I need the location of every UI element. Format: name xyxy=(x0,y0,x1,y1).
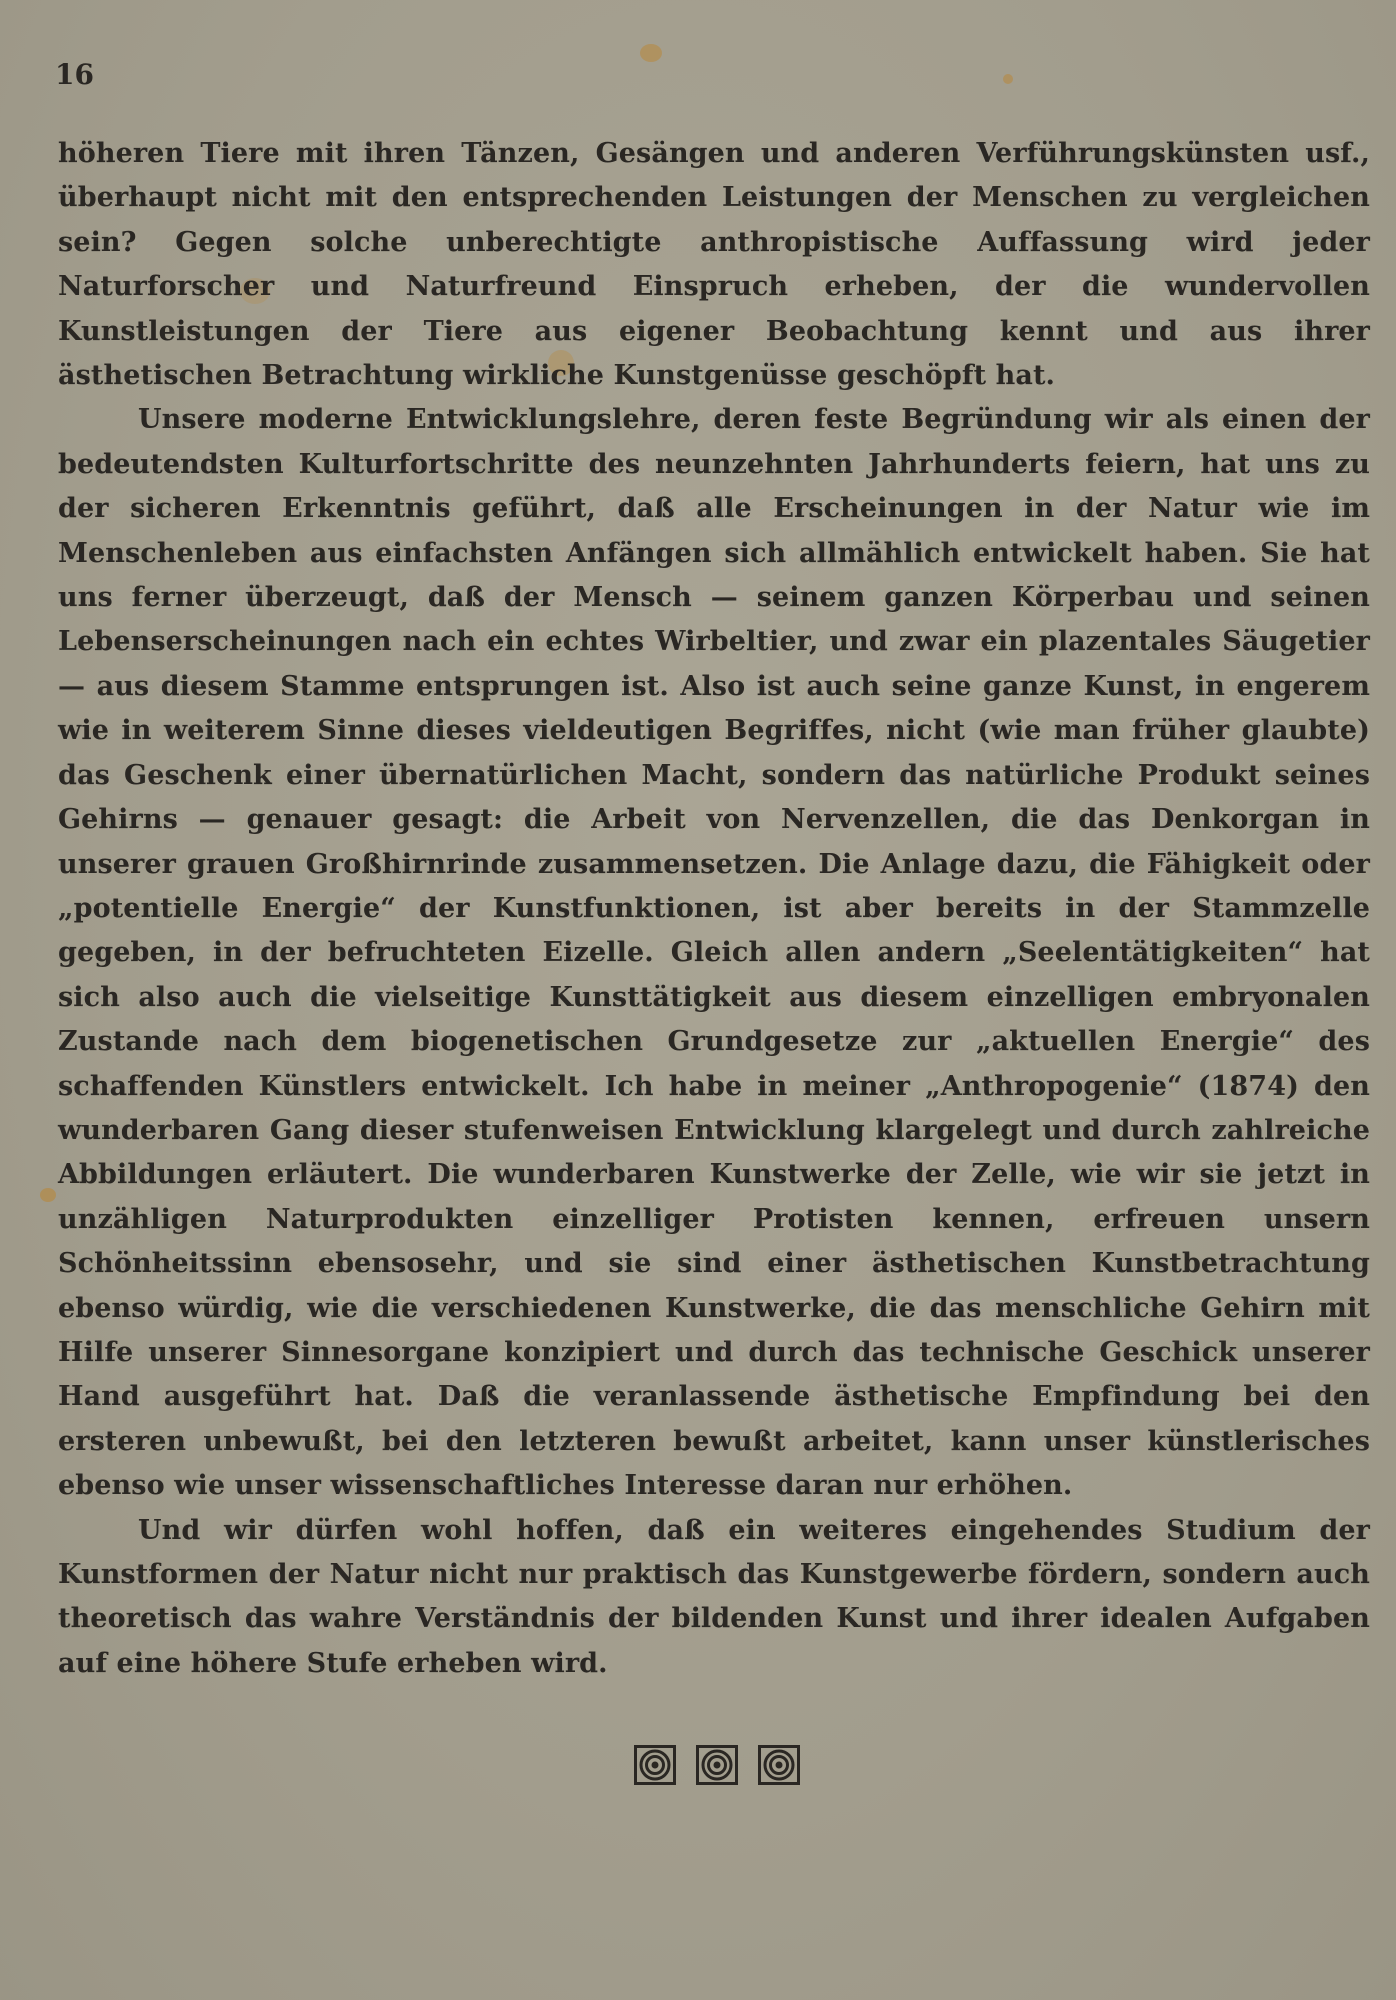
paragraph: höheren Tiere mit ihren Tänzen, Gesängen und anderen Verführungskünsten usf., überhaupt nicht mit den entsprechenden Leistungen der Menschen zu vergleichen sein? Gegen solche unberechtigte anthropistische Auffassung wird jeder Naturforscher und Naturfreund Einspruch erheben, der die wundervollen Kunstleistungen der Tiere aus eigener Beobachtung kennt und aus ihrer ästhetischen Betrachtung wirkliche Kunstgenüsse geschöpft hat. xyxy=(58,138,1370,392)
foxing-spot xyxy=(640,44,662,62)
foxing-spot xyxy=(40,1188,56,1202)
paragraph: Und wir dürfen wohl hoffen, daß ein weiteres eingehendes Studium der Kunstformen der Natur nicht nur praktisch das Kunstgewerbe fördern, sondern auch theoretisch das wahre Verständnis der bildenden Kunst und ihrer idealen Aufgaben auf eine höhere Stufe erheben wird. xyxy=(58,1514,1370,1679)
foxing-spot xyxy=(1003,74,1013,84)
spiral-square-icon xyxy=(758,1745,800,1785)
body-text xyxy=(58,132,1370,1686)
page-number: 16 xyxy=(55,58,94,91)
paragraph: Unsere moderne Entwicklungslehre, deren feste Begründung wir als einen der bedeutendsten Kulturfortschritte des neunzehnten Jahrhunderts feiern, hat uns zu der sicheren Erkenntnis geführt, daß alle Erscheinungen in der Natur wie im Menschenleben aus einfachsten Anfängen sich allmählich entwickelt haben. Sie hat uns ferner überzeugt, daß der Mensch — seinem ganzen Körperbau und seinen Lebenserscheinungen nach ein echtes Wirbeltier, und zwar ein plazentales Säugetier — aus diesem Stamme entsprungen ist. Also ist auch seine ganze Kunst, in engerem wie in weiterem Sinne dieses vieldeutigen Begriffes, nicht (wie man früher glaubte) das Geschenk einer übernatürlichen Macht, sondern das natürliche Produkt seines Gehirns — genauer gesagt: die Arbeit von Nervenzellen, die das Denkorgan in unserer grauen Großhirnrinde zusammensetzen. Die Anlage dazu, die Fähigkeit oder „potentielle Energie“ der Kunstfunktionen, ist aber bereits in der Stammzelle gegeben, in der befruchteten Eizelle. Gleich allen andern „Seelentätigkeiten“ hat sich also auch die vielseitige Kunsttätigkeit aus diesem einzelligen embryonalen Zustande nach dem biogenetischen Grundgesetze zur „aktuellen Energie“ des schaffenden Künstlers entwickelt. Ich habe in meiner „Anthropogenie“ (1874) den wunderbaren Gang dieser stufenweisen Entwicklung klargelegt und durch zahlreiche Abbildungen erläutert. Die wunderbaren Kunstwerke der Zelle, wie wir sie jetzt in unzähligen Naturprodukten einzelliger Protisten kennen, erfreuen unsern Schönheitssinn ebensosehr, und sie sind einer ästhetischen Kunstbetrachtung ebenso würdig, wie die verschiedenen Kunstwerke, die das menschliche Gehirn mit Hilfe unserer Sinnesorgane konzipiert und durch das technische Geschick unserer Hand ausgeführt hat. Daß die veranlassende ästhetische Empfindung bei den ersteren unbewußt, bei den letzteren bewußt arbeitet, kann unser künstlerisches ebenso wie unser wissenschaftliches Interesse daran nur erhöhen. xyxy=(58,404,1370,1502)
spiral-square-icon xyxy=(634,1745,676,1785)
spiral-square-icon xyxy=(696,1745,738,1785)
closing-ornaments xyxy=(634,1745,800,1785)
